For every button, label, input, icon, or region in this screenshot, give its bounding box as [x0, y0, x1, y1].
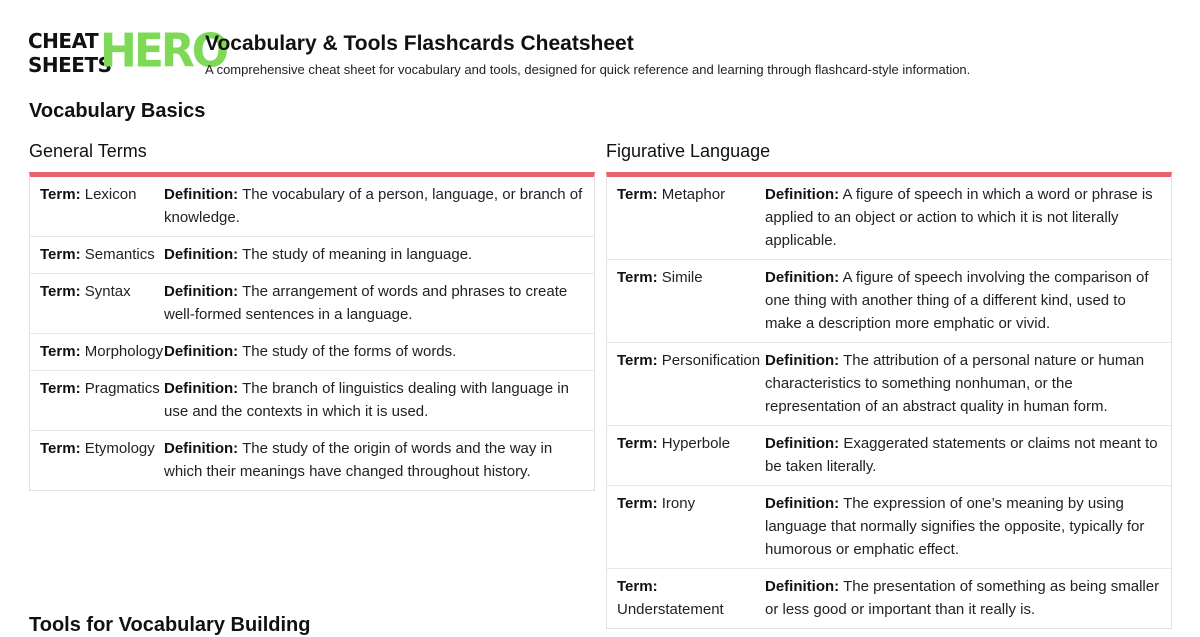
- term-label: Term:: [40, 343, 81, 360]
- definition-label: Definition:: [765, 435, 840, 452]
- definition-value: A figure of speech involving the comparison of one thing with another thing of a different kind, used to make a description more emphatic or vivid.: [765, 269, 1149, 332]
- term-cell: [40, 183, 164, 229]
- term-cell: [40, 340, 164, 363]
- term-value: Personification: [661, 352, 761, 369]
- definition-label: Definition:: [765, 495, 840, 512]
- term-label: Term:: [40, 283, 81, 300]
- definition-cell: [164, 437, 584, 483]
- definition-value: The arrangement of words and phrases to create well-formed sentences in a language.: [164, 283, 568, 323]
- card-general-terms: [29, 140, 595, 491]
- logo-sheets-text: SHEETS: [28, 53, 112, 77]
- table-row: [607, 260, 1171, 343]
- definition-label: Definition:: [765, 578, 840, 595]
- definition-cell: [164, 183, 584, 229]
- term-value: Lexicon: [84, 186, 137, 203]
- definition-label: Definition:: [164, 380, 239, 397]
- definition-value: The branch of linguistics dealing with language in use and the contexts in which it is used.: [164, 380, 569, 420]
- definition-label: Definition:: [164, 246, 239, 263]
- term-cell: [40, 377, 164, 423]
- term-value: Simile: [661, 269, 703, 286]
- table-row: [607, 177, 1171, 260]
- definition-cell: [164, 340, 584, 363]
- term-value: Syntax: [84, 283, 131, 300]
- term-cell: [40, 437, 164, 483]
- logo-cheat-text: CHEAT: [28, 29, 99, 53]
- term-value: Metaphor: [661, 186, 726, 203]
- table-row: [607, 426, 1171, 486]
- definition-cell: [164, 280, 584, 326]
- page-subtitle: A comprehensive cheat sheet for vocabulary and tools, designed for quick reference and learning through flashcard-style information.: [205, 62, 971, 77]
- definition-label: Definition:: [765, 352, 840, 369]
- term-value: Understatement: [617, 601, 724, 618]
- definition-label: Definition:: [164, 186, 239, 203]
- table-row: [607, 486, 1171, 569]
- term-label: Term:: [40, 440, 81, 457]
- term-label: Term:: [617, 578, 658, 595]
- table-row: [30, 431, 594, 490]
- table-row: [30, 274, 594, 334]
- term-cell: [40, 243, 164, 266]
- table-row: [30, 177, 594, 237]
- term-cell: [617, 183, 765, 252]
- term-label: Term:: [40, 186, 81, 203]
- term-label: Term:: [617, 352, 658, 369]
- page-title: Vocabulary & Tools Flashcards Cheatsheet: [205, 32, 634, 55]
- definition-value: The expression of one’s meaning by using language that normally signifies the opposite, typically for humorous or emphatic effect.: [765, 495, 1145, 558]
- definition-label: Definition:: [765, 269, 840, 286]
- definition-value: A figure of speech in which a word or phrase is applied to an object or action to which it is not literally applicable.: [765, 186, 1153, 249]
- term-value: Morphology: [84, 343, 164, 360]
- definition-value: The presentation of something as being smaller or less good or important than it really is.: [765, 578, 1160, 618]
- definition-value: The attribution of a personal nature or human characteristics to something nonhuman, or the representation of an abstract quality in human form.: [765, 352, 1145, 415]
- definition-cell: [765, 266, 1161, 335]
- definition-label: Definition:: [164, 343, 239, 360]
- definition-cell: [765, 492, 1161, 561]
- definition-value: The study of meaning in language.: [242, 246, 473, 263]
- definition-cell: [164, 243, 584, 266]
- definition-cell: [765, 349, 1161, 418]
- term-label: Term:: [617, 495, 658, 512]
- definition-value: The vocabulary of a person, language, or branch of knowledge.: [164, 186, 583, 226]
- definition-label: Definition:: [765, 186, 840, 203]
- card-body: [606, 172, 1172, 629]
- definition-cell: [164, 377, 584, 423]
- term-cell: [617, 492, 765, 561]
- definition-value: The study of the origin of words and the way in which their meanings have changed throughout history.: [164, 440, 553, 480]
- term-value: Irony: [661, 495, 696, 512]
- table-row: [607, 569, 1171, 628]
- term-cell: [40, 280, 164, 326]
- card-body: [29, 172, 595, 491]
- definition-label: Definition:: [164, 283, 239, 300]
- term-label: Term:: [40, 246, 81, 263]
- definition-cell: [765, 575, 1161, 621]
- section-title-tools: Tools for Vocabulary Building: [29, 614, 311, 636]
- term-cell: [617, 266, 765, 335]
- term-value: Hyperbole: [661, 435, 731, 452]
- term-label: Term:: [617, 186, 658, 203]
- table-row: [30, 334, 594, 371]
- term-value: Semantics: [84, 246, 155, 263]
- term-value: Etymology: [84, 440, 155, 457]
- card-title: General Terms: [29, 141, 147, 161]
- term-cell: [617, 575, 765, 621]
- term-label: Term:: [40, 380, 81, 397]
- term-value: Pragmatics: [84, 380, 160, 397]
- definition-cell: [765, 183, 1161, 252]
- table-row: [30, 237, 594, 274]
- card-title: Figurative Language: [606, 141, 771, 161]
- card-figurative-language: [606, 140, 1172, 629]
- logo-hero-text: HERO: [100, 24, 227, 79]
- term-label: Term:: [617, 435, 658, 452]
- definition-value: The study of the forms of words.: [242, 343, 457, 360]
- section-title-vocabulary-basics: Vocabulary Basics: [29, 100, 206, 122]
- table-row: [30, 371, 594, 431]
- cheatsheets-hero-logo[interactable]: [28, 24, 227, 80]
- definition-label: Definition:: [164, 440, 239, 457]
- table-row: [607, 343, 1171, 426]
- term-cell: [617, 349, 765, 418]
- term-label: Term:: [617, 269, 658, 286]
- term-cell: [617, 432, 765, 478]
- definition-cell: [765, 432, 1161, 478]
- definition-value: Exaggerated statements or claims not meant to be taken literally.: [765, 435, 1158, 475]
